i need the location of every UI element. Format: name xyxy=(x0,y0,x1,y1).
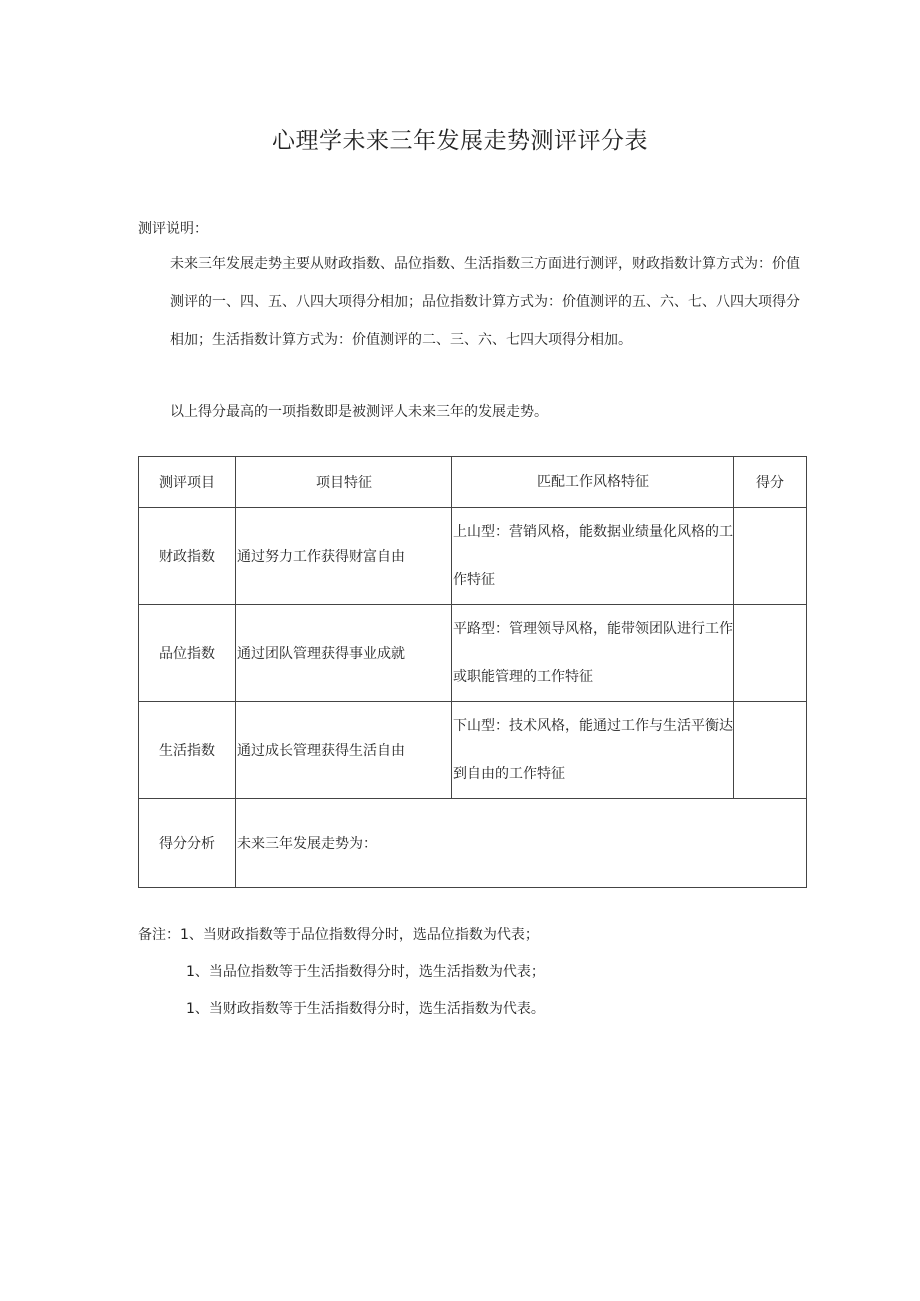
row-item: 财政指数 xyxy=(139,508,236,605)
row-item: 品位指数 xyxy=(139,605,236,702)
intro-label: 测评说明： xyxy=(138,221,208,237)
row-item: 生活指数 xyxy=(139,702,236,799)
row-feature: 通过成长管理获得生活自由 xyxy=(236,702,452,799)
note-line-1 xyxy=(138,924,539,944)
notes-prefix: 备注： xyxy=(138,927,180,943)
row-style: 上山型：营销风格，能数据业绩量化风格的工作特征 xyxy=(452,508,734,605)
analysis-row xyxy=(139,799,807,888)
table-header-row xyxy=(139,457,807,508)
row-style: 平路型：管理领导风格，能带领团队进行工作或职能管理的工作特征 xyxy=(452,605,734,702)
analysis-text[interactable]: 未来三年发展走势为： xyxy=(236,799,807,888)
table-row xyxy=(139,605,807,702)
table-row xyxy=(139,702,807,799)
note-item: 1、当品位指数等于生活指数得分时，选生活指数为代表； xyxy=(186,964,545,980)
page-title: 心理学未来三年发展走势测评评分表 xyxy=(272,128,648,154)
row-feature: 通过团队管理获得事业成就 xyxy=(236,605,452,702)
header-score: 得分 xyxy=(734,457,807,508)
row-score-cell[interactable] xyxy=(734,508,807,605)
note-item: 1、当财政指数等于品位指数得分时，选品位指数为代表； xyxy=(180,927,539,943)
score-table xyxy=(138,456,807,888)
header-feature: 项目特征 xyxy=(236,457,452,508)
header-style: 匹配工作风格特征 xyxy=(452,457,734,508)
header-item: 测评项目 xyxy=(139,457,236,508)
intro-conclusion: 以上得分最高的一项指数即是被测评人未来三年的发展走势。 xyxy=(170,404,548,420)
row-feature: 通过努力工作获得财富自由 xyxy=(236,508,452,605)
note-item: 1、当财政指数等于生活指数得分时，选生活指数为代表。 xyxy=(186,1001,545,1017)
analysis-label: 得分分析 xyxy=(139,799,236,888)
row-score-cell[interactable] xyxy=(734,702,807,799)
row-style: 下山型：技术风格，能通过工作与生活平衡达到自由的工作特征 xyxy=(452,702,734,799)
intro-paragraph: 未来三年发展走势主要从财政指数、品位指数、生活指数三方面进行测评，财政指数计算方式为：价值测评的一、四、五、八四大项得分相加；品位指数计算方式为：价值测评的五、六、七、八四大项得分相加；生活指数计算方式为：价值测评的二、三、六、七四大项得分相加。 xyxy=(170,256,800,348)
row-score-cell[interactable] xyxy=(734,605,807,702)
table-row xyxy=(139,508,807,605)
